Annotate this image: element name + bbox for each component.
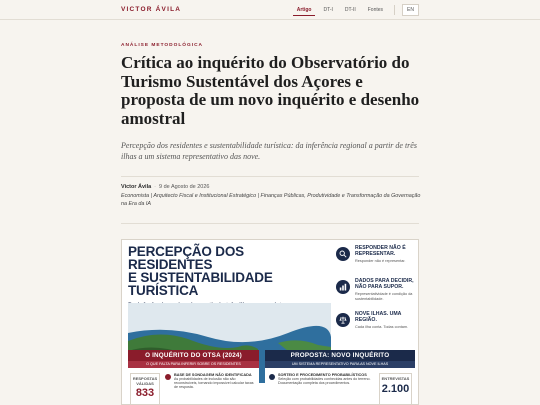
header-divider	[121, 176, 419, 177]
bar-chart-icon	[336, 280, 350, 294]
article-subtitle: Percepção dos residentes e sustentabilidade turística: da inferência regional a partir de três ilhas a um sistema representativo das nove.	[121, 141, 417, 161]
proposal-panel	[265, 350, 415, 405]
key-message-2: DADOS PARA DECIDIR, NÃO PARA SUPOR. Representatividade é condição da sustentabilidade.	[336, 279, 416, 309]
interviews-value: 2.100	[381, 382, 410, 395]
proposal-panel-header: PROPOSTA: NOVO INQUÉRITO	[265, 350, 415, 361]
publish-date: 9 de Agosto de 2026	[159, 184, 210, 190]
interviews-stat: ENTREVISTAS 2.100	[379, 373, 412, 405]
author-name[interactable]: Victor Ávila	[121, 184, 152, 190]
language-toggle-button[interactable]: EN	[402, 4, 419, 16]
meta-divider	[121, 223, 419, 224]
otsa-survey-panel	[128, 350, 259, 405]
site-brand[interactable]: VICTOR ÁVILA	[121, 6, 182, 13]
responses-stat: RESPOSTAS VÁLIDAS 833	[130, 373, 160, 405]
checkmark-icon	[269, 374, 275, 380]
responses-value: 833	[135, 387, 155, 400]
proposal-panel-subheader: UM SISTEMA REPRESENTATIVO PARA AS NOVE ILHAS	[265, 361, 415, 368]
infographic-title-line1: PERCEPÇÃO DOS RESIDENTES	[128, 244, 244, 272]
scales-icon	[336, 313, 350, 327]
key-message-3: NOVE ILHAS. UMA REGIÃO. Cada ilha conta. Todas contam.	[336, 312, 416, 342]
otsa-bullet: BASE DE SONDAGEM NÃO IDENTIFICADA As probabilidades de inclusão não são reconstruíveis, tornando impossível calcular taxas de resposta.	[174, 373, 254, 390]
magnifier-icon	[336, 247, 350, 261]
nav-tab-fontes[interactable]: Fontes	[367, 7, 384, 13]
warning-icon	[165, 374, 171, 380]
infographic-key-messages	[336, 246, 416, 345]
nav-tab-dt-ii[interactable]: DT-II	[344, 7, 356, 13]
article-kicker: ANÁLISE METODOLÓGICA	[121, 43, 204, 48]
nav-tab-dt-i[interactable]: DT-I	[323, 7, 333, 13]
otsa-panel-body	[128, 368, 259, 405]
main-nav	[293, 4, 419, 16]
meta-separator: ·	[154, 184, 157, 190]
key-message-1: RESPONDER NÃO É REPRESENTAR. Responder não é representar.	[336, 246, 416, 276]
article-meta	[121, 184, 421, 190]
article-title: Crítica ao inquérito do Observatório do Turismo Sustentável dos Açores e proposta de um novo inquérito e desenho amostral	[121, 53, 420, 128]
otsa-panel-header: O INQUÉRITO DO OTSA (2024)	[128, 350, 259, 361]
proposal-panel-body	[265, 368, 415, 405]
author-bio: Economista | Arquitecto Fiscal e Institucional Estratégico | Finanças Públicas, Produtividade e Transformação da Governação na Era da IA	[121, 193, 421, 207]
proposal-bullet: SORTEIO E PROCEDIMENTO PROBABILÍSTICOS Seleção com probabilidades conhecidas antes do terreno. Documentação completa dos procedimentos.	[278, 373, 371, 386]
top-bar	[0, 0, 540, 20]
otsa-panel-subheader: O QUE FALTA PARA INFERIR SOBRE OS RESIDENTES	[128, 361, 259, 368]
nav-tab-artigo[interactable]: Artigo	[293, 5, 316, 16]
infographic-figure	[121, 239, 419, 405]
nav-divider	[394, 5, 395, 15]
infographic-title-line2: E SUSTENTABILIDADE TURÍSTICA	[128, 270, 273, 298]
